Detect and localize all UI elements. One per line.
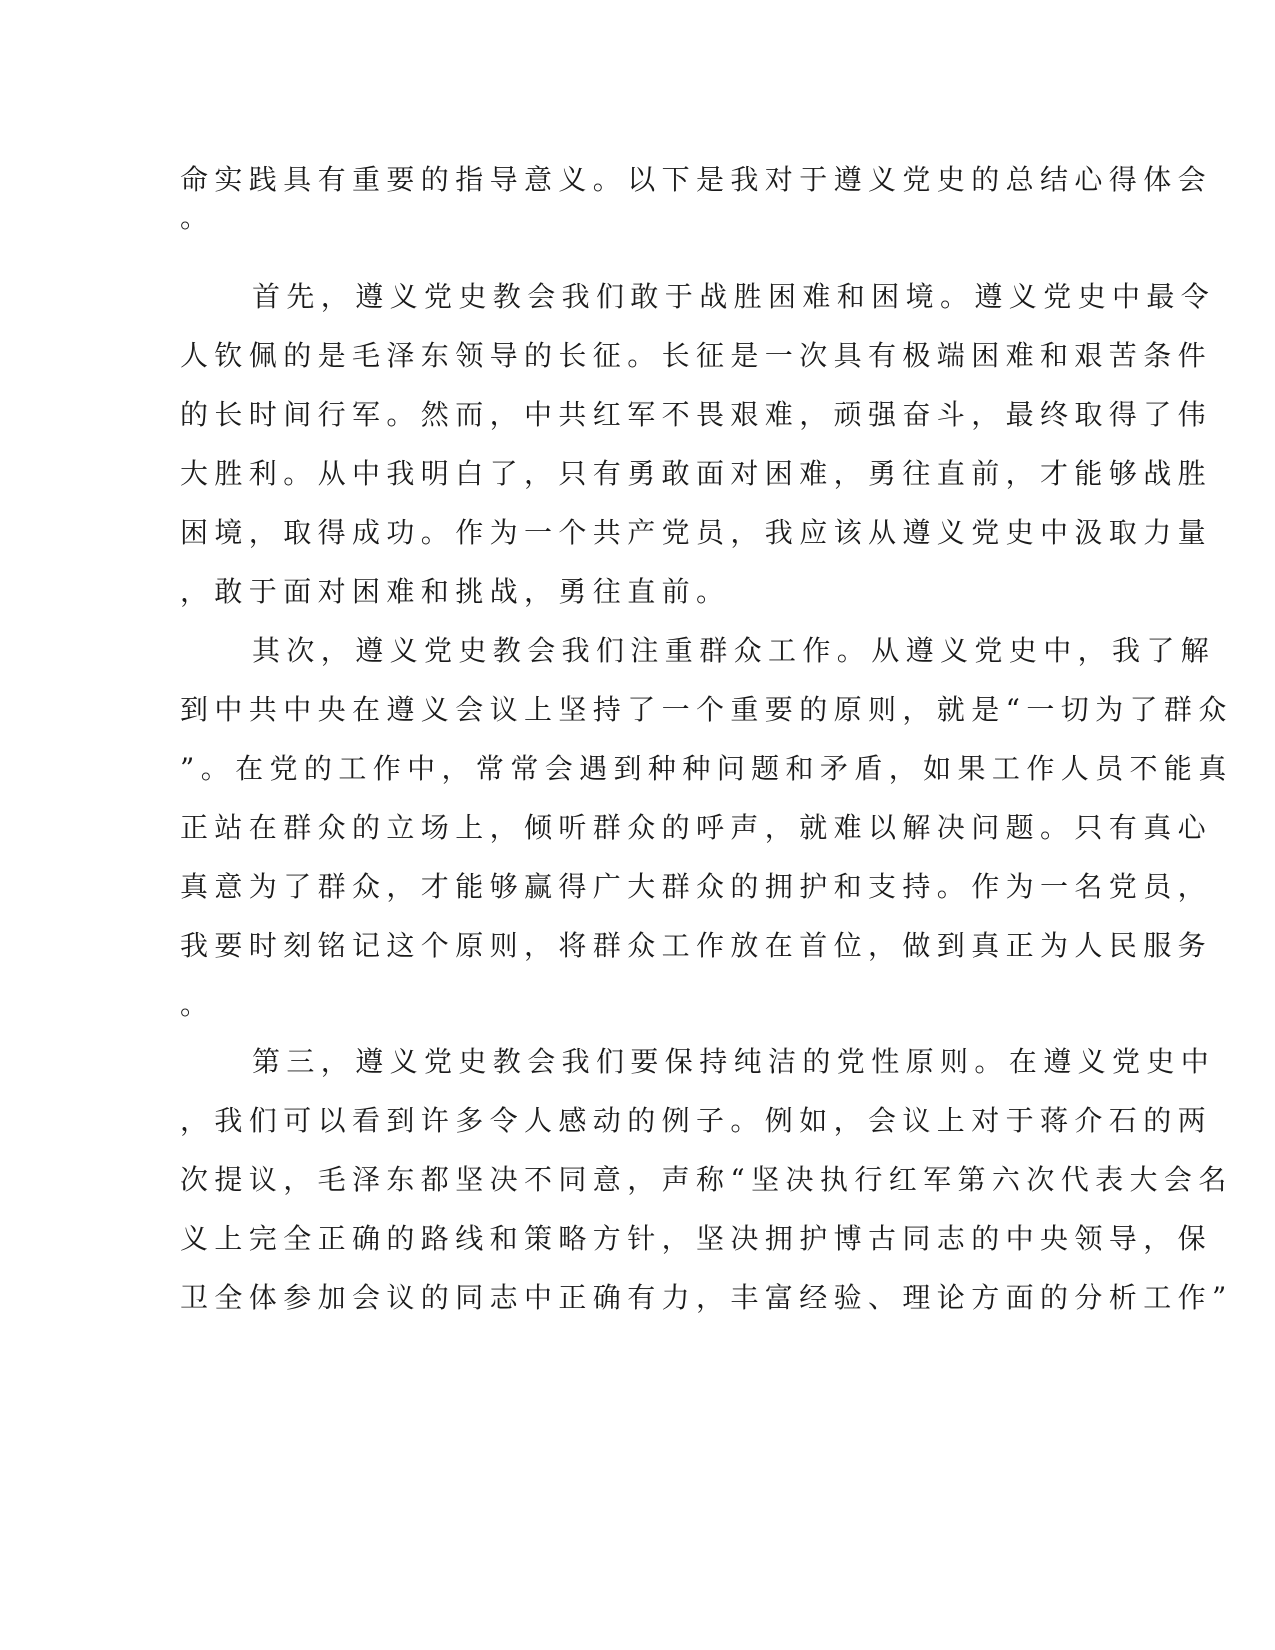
text-line: 卫全体参加会议的同志中正确有力，丰富经验、理论方面的分析工作”	[180, 1281, 1233, 1314]
text-line: 人钦佩的是毛泽东领导的长征。长征是一次具有极端困难和艰苦条件	[180, 339, 1213, 372]
paragraph-first-line: 首先，遵义党史教会我们敢于战胜困难和困境。遵义党史中最令	[252, 280, 1216, 313]
text-line: 困境，取得成功。作为一个共产党员，我应该从遵义党史中汲取力量	[180, 516, 1213, 549]
paragraph-first-line: 其次，遵义党史教会我们注重群众工作。从遵义党史中，我了解	[252, 634, 1216, 667]
text-line: 义上完全正确的路线和策略方针，坚决拥护博古同志的中央领导，保	[180, 1222, 1213, 1255]
text-line: ，敢于面对困难和挑战，勇往直前。	[180, 575, 731, 608]
text-line: 的长时间行军。然而，中共红军不畏艰难，顽强奋斗，最终取得了伟	[180, 398, 1213, 431]
text-line: 真意为了群众，才能够赢得广大群众的拥护和支持。作为一名党员，	[180, 870, 1213, 903]
text-line: 大胜利。从中我明白了，只有勇敢面对困难，勇往直前，才能够战胜	[180, 457, 1213, 490]
text-line: 。	[180, 988, 215, 1021]
text-line: 到中共中央在遵义会议上坚持了一个重要的原则，就是“一切为了群众	[180, 693, 1233, 726]
text-line: 。	[180, 201, 215, 234]
text-line: 我要时刻铭记这个原则，将群众工作放在首位，做到真正为人民服务	[180, 929, 1213, 962]
paragraph-first-line: 第三，遵义党史教会我们要保持纯洁的党性原则。在遵义党史中	[252, 1045, 1216, 1078]
text-line: 次提议，毛泽东都坚决不同意，声称“坚决执行红军第六次代表大会名	[180, 1163, 1233, 1196]
text-line: 命实践具有重要的指导意义。以下是我对于遵义党史的总结心得体会	[180, 163, 1213, 196]
text-line: 正站在群众的立场上，倾听群众的呼声，就难以解决问题。只有真心	[180, 811, 1213, 844]
text-line: ，我们可以看到许多令人感动的例子。例如，会议上对于蒋介石的两	[180, 1104, 1213, 1137]
text-line: ”。在党的工作中，常常会遇到种种问题和矛盾，如果工作人员不能真	[180, 752, 1233, 785]
